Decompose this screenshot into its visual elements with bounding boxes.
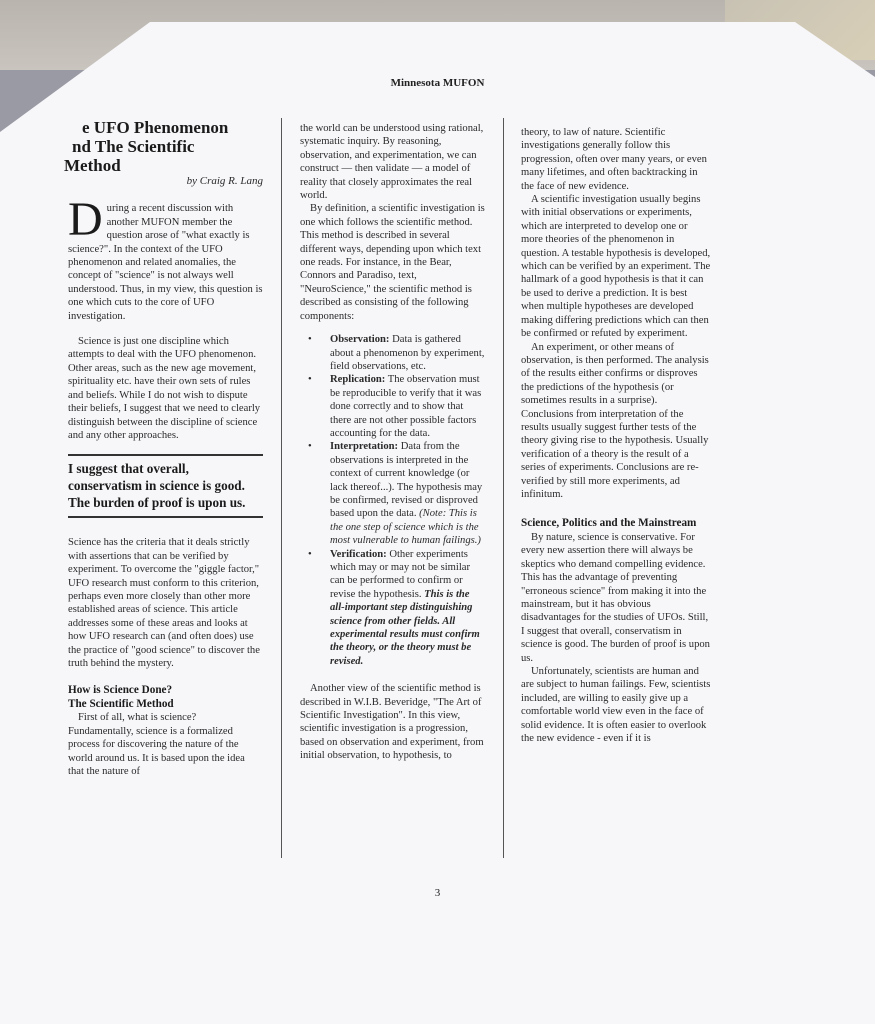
intro-text: uring a recent discussion with another MUFON member the question arose of "what exactly is science?". In the context of the UFO phenomenon and related anomalies, the concept of "science" is not always well understood. Thus, in my view, this question is one which cuts to the core of UFO investigation.	[68, 203, 263, 322]
paragraph: An experiment, or other means of observation, is then performed. The analysis of the results either confirms or disproves the predictions of the hypothesis (or sometimes results in a surprise). Conclusions from interpretation of the results usually suggest further tests of the theory giving rise to the hypothesis. Usually verification of a theory is the result of a series of experiments. Conclusions are re-verified by still more experiments, ad infinitum.	[521, 341, 709, 500]
column-1	[64, 118, 263, 778]
section-heading: Science, Politics and the Mainstream	[521, 517, 697, 530]
list-text: The observation must be reproducible to verify that it was done correctly and to show that there are not other possible factors accounting for the data.	[330, 374, 482, 439]
paragraph: By nature, science is conservative. For every new assertion there will always be skeptics who demand compelling evidence. This has the advantage of preventing "erroneous science" from making it into the mainstream, but it has obvious disadvantages for the studies of UFOs. Still, I suggest that overall, conservatism in science is good. The burden of proof is upon us.	[521, 531, 710, 664]
list-item: • Observation: Data is gathered about a phenomenon by experiment, field observations, etc.	[308, 334, 485, 372]
section-heading: How is Science Done?	[68, 684, 173, 697]
list-item: • Replication: The observation must be reproducible to verify that it was done correctly and to show that there are not other possible factors accounting for the data.	[308, 374, 482, 439]
method-list	[300, 333, 485, 668]
article-title	[64, 118, 263, 175]
list-item: • Interpretation: Data from the observations is interpreted in the context of current knowledge (or lack thereof...). The hypothesis may be confirmed, revised or disproved based upon the data. (Note: This is the one step of science which is the most vulnerable to human failings.)	[308, 441, 483, 547]
list-term: Observation:	[330, 334, 390, 346]
paragraph: By definition, a scientific investigation is one which follows the scientific method. This method is described in several different ways, depending upon which text one reads. For instance, in the Bear, Connors and Paradiso, text, "NeuroScience," the scientific method is described as consisting of the following components:	[300, 203, 485, 322]
list-item: • Verification: Other experiments which may or may not be similar can be performed to confirm or revise the hypothesis. This is the all-important step distinguishing science from other fields. All experimental results must confirm the theory, or the theory must be revised.	[308, 548, 480, 667]
list-text: Data from the observations is interpreted in the context of current knowledge (or lack thereof...). The hypothesis may be confirmed, revised or disproved based upon the data.	[330, 441, 483, 520]
paragraph: Unfortunately, scientists are human and are subject to human failings. Few, scientists included, are willing to easily give up a comfortable world view even in the face of solid evidence. It is often easier to overlook the new evidence - even if it is	[521, 665, 711, 744]
paragraph: the world can be understood using rational, systematic inquiry. By reasoning, observation, and experimentation, we can construct — then validate — a model of reality that closely approximates the real world.	[300, 123, 484, 202]
paragraph: Another view of the scientific method is described in W.I.B. Beveridge, "The Art of Scientific Investigation". In this view, scientific investigation is a progression, based on observation and experiment, from initial observation, to hypothesis, to	[300, 683, 484, 762]
list-note: (Note: This is the one step of science which is the most vulnerable to human failings.)	[330, 508, 481, 547]
running-head: Minnesota MUFON	[390, 77, 485, 89]
paragraph: Science has the criteria that it deals strictly with assertions that can be verified by experiment. To overcome the "giggle factor," UFO research must conform to this criterion, perhaps even more closely than other more established areas of science. This article addresses some of these areas and looks at how UFO research can (and often does) use the practice of "good science" to discover the truth behind the mystery.	[68, 537, 260, 669]
title-line-1: e UFO Phenomenon	[82, 118, 229, 137]
column-divider	[281, 118, 282, 858]
column-3	[521, 126, 711, 745]
list-term: Verification:	[330, 548, 387, 560]
title-line-3: Method	[64, 156, 121, 175]
pull-quote: I suggest that overall, conservatism in science is good. The burden of proof is upon us.	[68, 454, 263, 518]
intro-paragraph	[68, 193, 263, 323]
section-heading: The Scientific Method	[68, 697, 174, 710]
column-divider	[503, 118, 504, 858]
title-line-2: nd The Scientific	[72, 137, 195, 156]
paragraph: First of all, what is science? Fundamentally, science is a formalized process for discovering the nature of the world around us. It is based upon the idea that the nature of	[68, 712, 245, 777]
list-term: Interpretation:	[330, 441, 399, 453]
paragraph: A scientific investigation usually begins with initial observations or experiments, which are interpreted to develop one or more theories of the phenomenon in question. A testable hypothesis is developed, which can be verified by an experiment. The hallmark of a good hypothesis is that it can be used to derive a prediction. It is best when multiple hypotheses are developed making differing predictions which can then be confirmed or refuted by experiment.	[521, 194, 711, 340]
list-text: Data is gathered about a phenomenon by experiment, field observations, etc.	[330, 334, 485, 372]
list-emphasis: This is the all-important step distinguishing science from other fields. All experimental results must confirm the theory, or the theory must be revised.	[330, 588, 480, 667]
drop-cap: D	[68, 193, 103, 247]
list-text: Other experiments which may or may not be similar can be performed to confirm or revise the hypothesis.	[330, 548, 471, 600]
column-2	[300, 122, 485, 763]
byline: by Craig R. Lang	[186, 175, 263, 187]
paragraph: theory, to law of nature. Scientific investigations generally follow this progression, often over many years, or even many lifetimes, and often backtracking in the face of new evidence.	[521, 127, 707, 192]
page-number: 3	[434, 887, 441, 899]
list-term: Replication:	[330, 374, 386, 386]
paragraph: Science is just one discipline which attempts to deal with the UFO phenomenon. Other areas, such as the new age movement, spirituality etc. have their own sets of rules and beliefs. While I do not wish to dispute their beliefs, I suggest that we need to clearly distinguish between the discipline of science and any other approaches.	[68, 336, 261, 441]
